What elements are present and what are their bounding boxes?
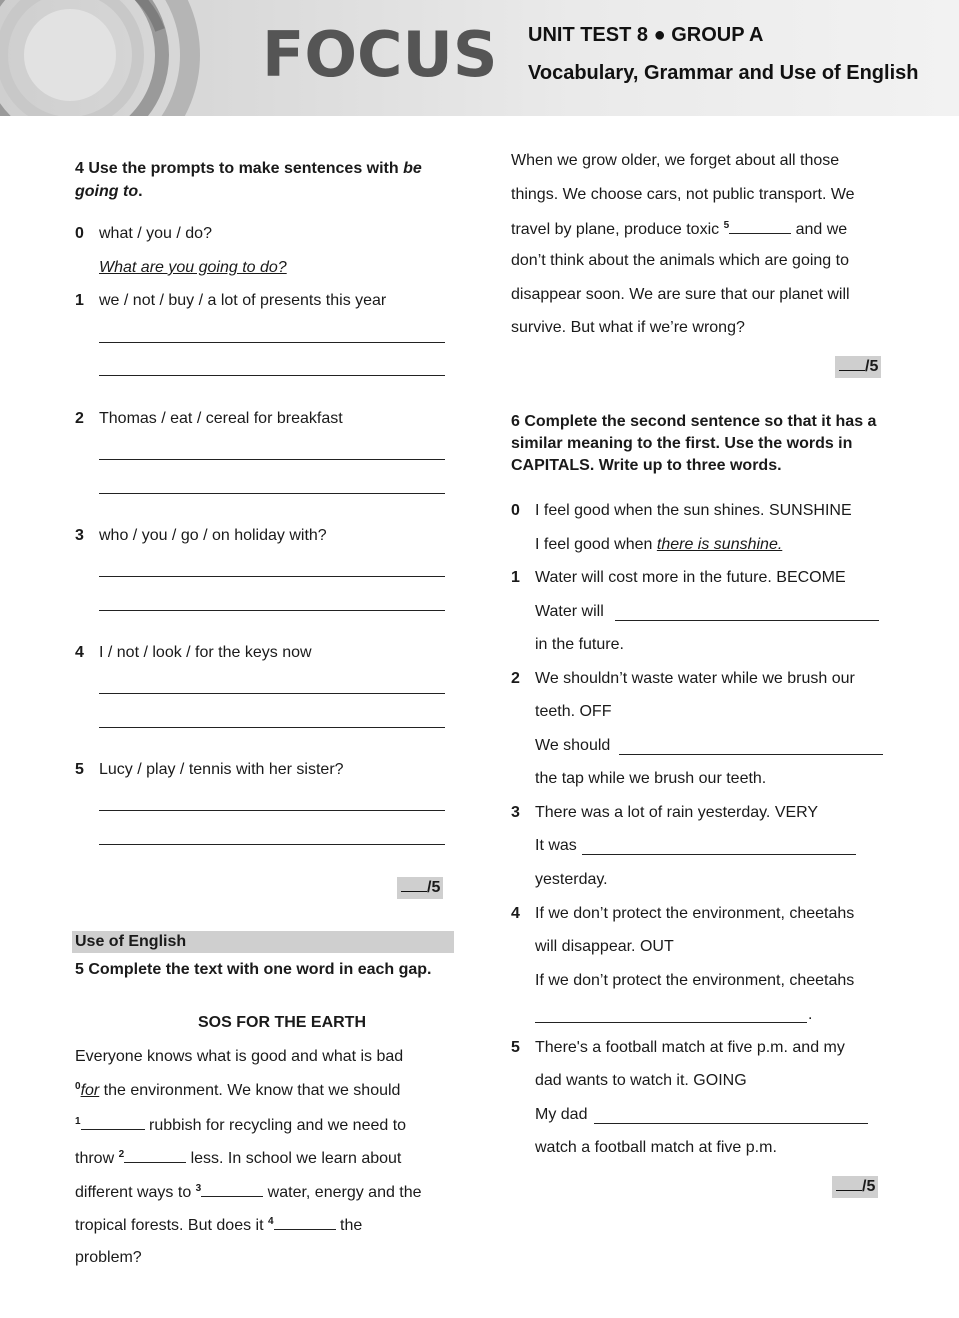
- ex5-score-box[interactable]: /5: [835, 356, 881, 378]
- ex6-item-5: 5 There's a football match at five p.m. and my: [511, 1039, 845, 1056]
- gap-3[interactable]: [201, 1182, 263, 1197]
- answer-line[interactable]: [99, 375, 445, 376]
- ex4-item-5: 5 Lucy / play / tennis with her sister?: [75, 761, 344, 778]
- ex6-example: 0 I feel good when the sun shines. SUNSHINE: [511, 502, 852, 519]
- answer-line[interactable]: [99, 727, 445, 728]
- answer-line[interactable]: [535, 1022, 807, 1023]
- gap-2[interactable]: [124, 1148, 186, 1163]
- answer-line[interactable]: [99, 342, 445, 343]
- focus-logo-graphic: [0, 0, 260, 116]
- text-line: Everyone knows what is good and what is bad: [75, 1048, 404, 1065]
- answer-line[interactable]: [99, 844, 445, 845]
- text-line: problem?: [75, 1249, 142, 1266]
- ex6-item-2-end: the tap while we brush our teeth.: [535, 770, 767, 787]
- gap-4[interactable]: [274, 1215, 336, 1230]
- text-line: different ways to $^3$ water, energy and the: [75, 1183, 422, 1201]
- answer-line[interactable]: [582, 854, 856, 855]
- text-line: $^0$for the environment. We know that we should: [75, 1081, 401, 1099]
- gap-5[interactable]: [729, 219, 791, 234]
- ex4-title-2: going to.: [75, 183, 143, 200]
- ex6-item-4: 4 If we don’t protect the environment, cheetahs: [511, 905, 855, 922]
- gap-1[interactable]: [81, 1115, 145, 1130]
- ex6-item-1-start: Water will: [535, 603, 604, 620]
- ex6-title: 6 Complete the second sentence so that it has a: [511, 413, 877, 430]
- example-answer: for: [80, 1082, 100, 1099]
- ex6-item-1: 1 Water will cost more in the future. BECOME: [511, 569, 846, 586]
- ex6-item-5-end: watch a football match at five p.m.: [535, 1139, 777, 1156]
- ex6-example-answer: I feel good when there is sunshine.: [535, 536, 783, 553]
- text-line: travel by plane, produce toxic $^5$ and we: [511, 220, 848, 238]
- text-line: tropical forests. But does it $^4$ the: [75, 1216, 363, 1234]
- answer-line[interactable]: [99, 493, 445, 494]
- ex4-title: 4 Use the prompts to make sentences with be: [75, 160, 422, 177]
- unit-title: UNIT TEST 8 ● GROUP A: [528, 24, 764, 46]
- ex6-item-2-start: We should: [535, 737, 611, 754]
- answer-line[interactable]: [619, 754, 883, 755]
- text-line: $^1$ rubbish for recycling and we need to: [75, 1116, 407, 1134]
- answer-line[interactable]: [99, 576, 445, 577]
- ex5-title: 5 Complete the text with one word in each gap.: [75, 961, 432, 978]
- ex6-score-box[interactable]: /5: [832, 1176, 878, 1198]
- ex6-title: CAPITALS. Write up to three words.: [511, 457, 782, 474]
- text-line: disappear soon. We are sure that our planet will: [511, 286, 850, 303]
- text-line: throw $^2$ less. In school we learn about: [75, 1149, 402, 1167]
- ex6-item-3-start: It was: [535, 837, 577, 854]
- text-line: When we grow older, we forget about all those: [511, 152, 840, 169]
- answer-line[interactable]: [99, 693, 445, 694]
- answer-line[interactable]: [99, 459, 445, 460]
- ex6-item-3: 3 There was a lot of rain yesterday. VERY: [511, 804, 819, 821]
- ex4-score-box[interactable]: /5: [397, 877, 443, 899]
- ex4-item-4: 4 I / not / look / for the keys now: [75, 644, 312, 661]
- text-title: SOS FOR THE EARTH: [198, 1014, 367, 1031]
- ex6-item-4-cont: will disappear. OUT: [535, 938, 674, 955]
- ex6-item-2-cont: teeth. OFF: [535, 703, 612, 720]
- answer-line[interactable]: [615, 620, 879, 621]
- ex4-item-1: 1 we / not / buy / a lot of presents this year: [75, 292, 387, 309]
- ex6-item-2: 2 We shouldn’t waste water while we brush our: [511, 670, 855, 687]
- section-title: Use of English: [75, 933, 187, 950]
- ex4-example: 0 what / you / do?: [75, 225, 212, 242]
- text-line: don’t think about the animals which are going to: [511, 252, 849, 269]
- ex4-item-3: 3 who / you / go / on holiday with?: [75, 527, 327, 544]
- answer-line[interactable]: [594, 1123, 868, 1124]
- ex6-item-1-end: in the future.: [535, 636, 624, 653]
- ex6-item-4-end: .: [808, 1006, 813, 1023]
- ex6-item-5-start: My dad: [535, 1106, 588, 1123]
- ex6-item-5-cont: dad wants to watch it. GOING: [535, 1072, 747, 1089]
- ex6-item-4-start: If we don’t protect the environment, cheetahs: [535, 972, 855, 989]
- text-line: things. We choose cars, not public transport. We: [511, 186, 855, 203]
- ex6-title: similar meaning to the first. Use the words in: [511, 435, 853, 452]
- focus-logo: FOCUS: [262, 18, 498, 91]
- ex6-item-3-end: yesterday.: [535, 871, 608, 888]
- ex4-item-2: 2 Thomas / eat / cereal for breakfast: [75, 410, 343, 427]
- page-header: [0, 0, 959, 116]
- answer-line[interactable]: [99, 610, 445, 611]
- answer-line[interactable]: [99, 810, 445, 811]
- test-subtitle: Vocabulary, Grammar and Use of English: [528, 62, 919, 84]
- ex4-example-answer: What are you going to do?: [99, 259, 287, 276]
- text-line: survive. But what if we’re wrong?: [511, 319, 745, 336]
